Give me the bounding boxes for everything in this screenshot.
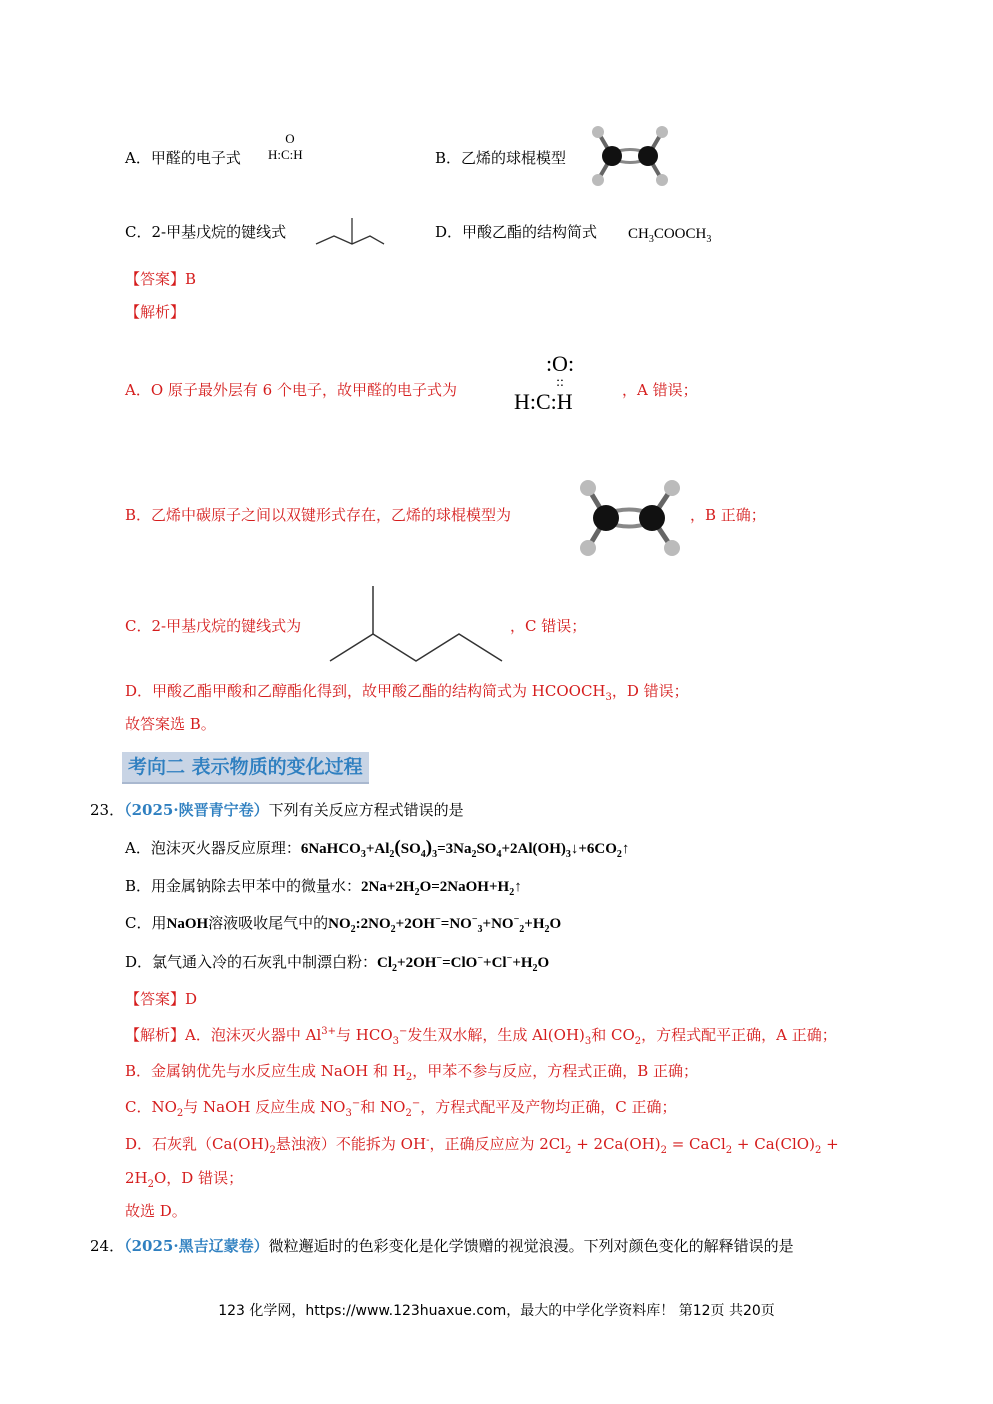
q23-answer: 【答案】D — [125, 990, 198, 1008]
q23-analysis-d: D．石灰乳（$Ca(OH)_2$悬浊液）不能拆为 OH-，正确反应应为 $2Cl_2 + 2Ca(OH)_2$ = CaCl$_2$ + $Ca(ClO)_2$ + — [125, 1135, 839, 1156]
q24-stem: 24．（2025·黑吉辽蒙卷）微粒邂逅时的色彩变化是化学馈赠的视觉浪漫。下列对颜色变化的解释错误的是 — [90, 1237, 794, 1255]
formaldehyde-electron-formula-large: :O: :: H:C:H — [514, 351, 575, 414]
q23-option-a: A．泡沫灭火器反应原理：$6NaHCO_3+Al_2(SO_4)_3=3Na_2SO_4+2Al(OH)_3↓+6CO_2↑$ — [125, 837, 630, 860]
methylpentane-skeletal-icon-large — [328, 584, 506, 664]
analysis-c-suffix: ，C 错误； — [510, 617, 587, 635]
formaldehyde-electron-formula-small: O H:C:H — [268, 131, 303, 162]
option-c-label: C．2-甲基戊烷的键线式 — [125, 223, 287, 241]
section-heading: 考向二 表示物质的变化过程 — [122, 752, 369, 784]
analysis-c-text: C．2-甲基戊烷的键线式为 — [125, 617, 302, 635]
methylpentane-skeletal-icon-small — [314, 214, 386, 248]
analysis-d-text: D．甲酸乙酯甲酸和乙醇酯化得到，故甲酸乙酯的结构简式为 $HCOOCH_3$，D 错误； — [125, 682, 689, 703]
option-b-label: B．乙烯的球棍模型 — [435, 149, 567, 167]
ethylene-ball-stick-icon-small — [592, 124, 672, 188]
analysis-conclusion: 故答案选 B。 — [125, 715, 216, 733]
q22-answer: 【答案】B — [125, 270, 197, 288]
q23-option-d: D．氯气通入冷的石灰乳中制漂白粉：$Cl_2+2OH^-=ClO^-+Cl^-+H_2O$ — [125, 953, 550, 974]
q23-analysis-c: C．$NO_2$与 NaOH 反应生成 $NO_3^-$和 $NO_2^-$，方程式配平及产物均正确，C 正确； — [125, 1098, 677, 1119]
q22-analysis-title: 【解析】 — [125, 303, 186, 321]
q23-analysis-a: 【解析】A．泡沫灭火器中 $Al^{3+}$与 $HCO_3^-$发生双水解，生成 $Al(OH)_3$和 $CO_2$，方程式配平正确，A 正确； — [125, 1026, 837, 1047]
analysis-b-text: B．乙烯中碳原子之间以双键形式存在，乙烯的球棍模型为 — [125, 506, 512, 524]
ethyl-formate-formula-wrong: $CH_3COOCH_3$ — [628, 226, 712, 245]
q23-conclusion: 故选 D。 — [125, 1202, 187, 1220]
q23-stem: 23．（2025·陕晋青宁卷）下列有关反应方程式错误的是 — [90, 801, 464, 819]
analysis-a-text: A．O 原子最外层有 6 个电子，故甲醛的电子式为 — [125, 381, 457, 399]
ethylene-ball-stick-icon-large — [578, 478, 682, 558]
q23-analysis-d-cont: $2H_2O$，D 错误； — [125, 1169, 244, 1190]
q23-option-b: B．用金属钠除去甲苯中的微量水：$2Na+2H_2O=2NaOH+H_2↑$ — [125, 877, 522, 898]
option-d-label: D．甲酸乙酯的结构简式 — [435, 223, 598, 241]
option-a-label: A．甲醛的电子式 — [125, 149, 241, 167]
q23-option-c: C．用NaOH溶液吸收尾气中的$NO_2:2NO_2+2OH^-=NO^-_3+NO^-_2+H_2O$ — [125, 914, 562, 935]
q23-analysis-b: B．金属钠优先与水反应生成 NaOH 和 $H_2$，甲苯不参与反应，方程式正确，B 正确； — [125, 1062, 699, 1083]
analysis-b-suffix: ，B 正确； — [690, 506, 766, 524]
analysis-a-suffix: ，A 错误； — [622, 381, 698, 399]
page-footer: 123 化学网，https://www.123huaxue.com，最大的中学化学资料库！ 第12页 共20页 — [218, 1303, 775, 1319]
